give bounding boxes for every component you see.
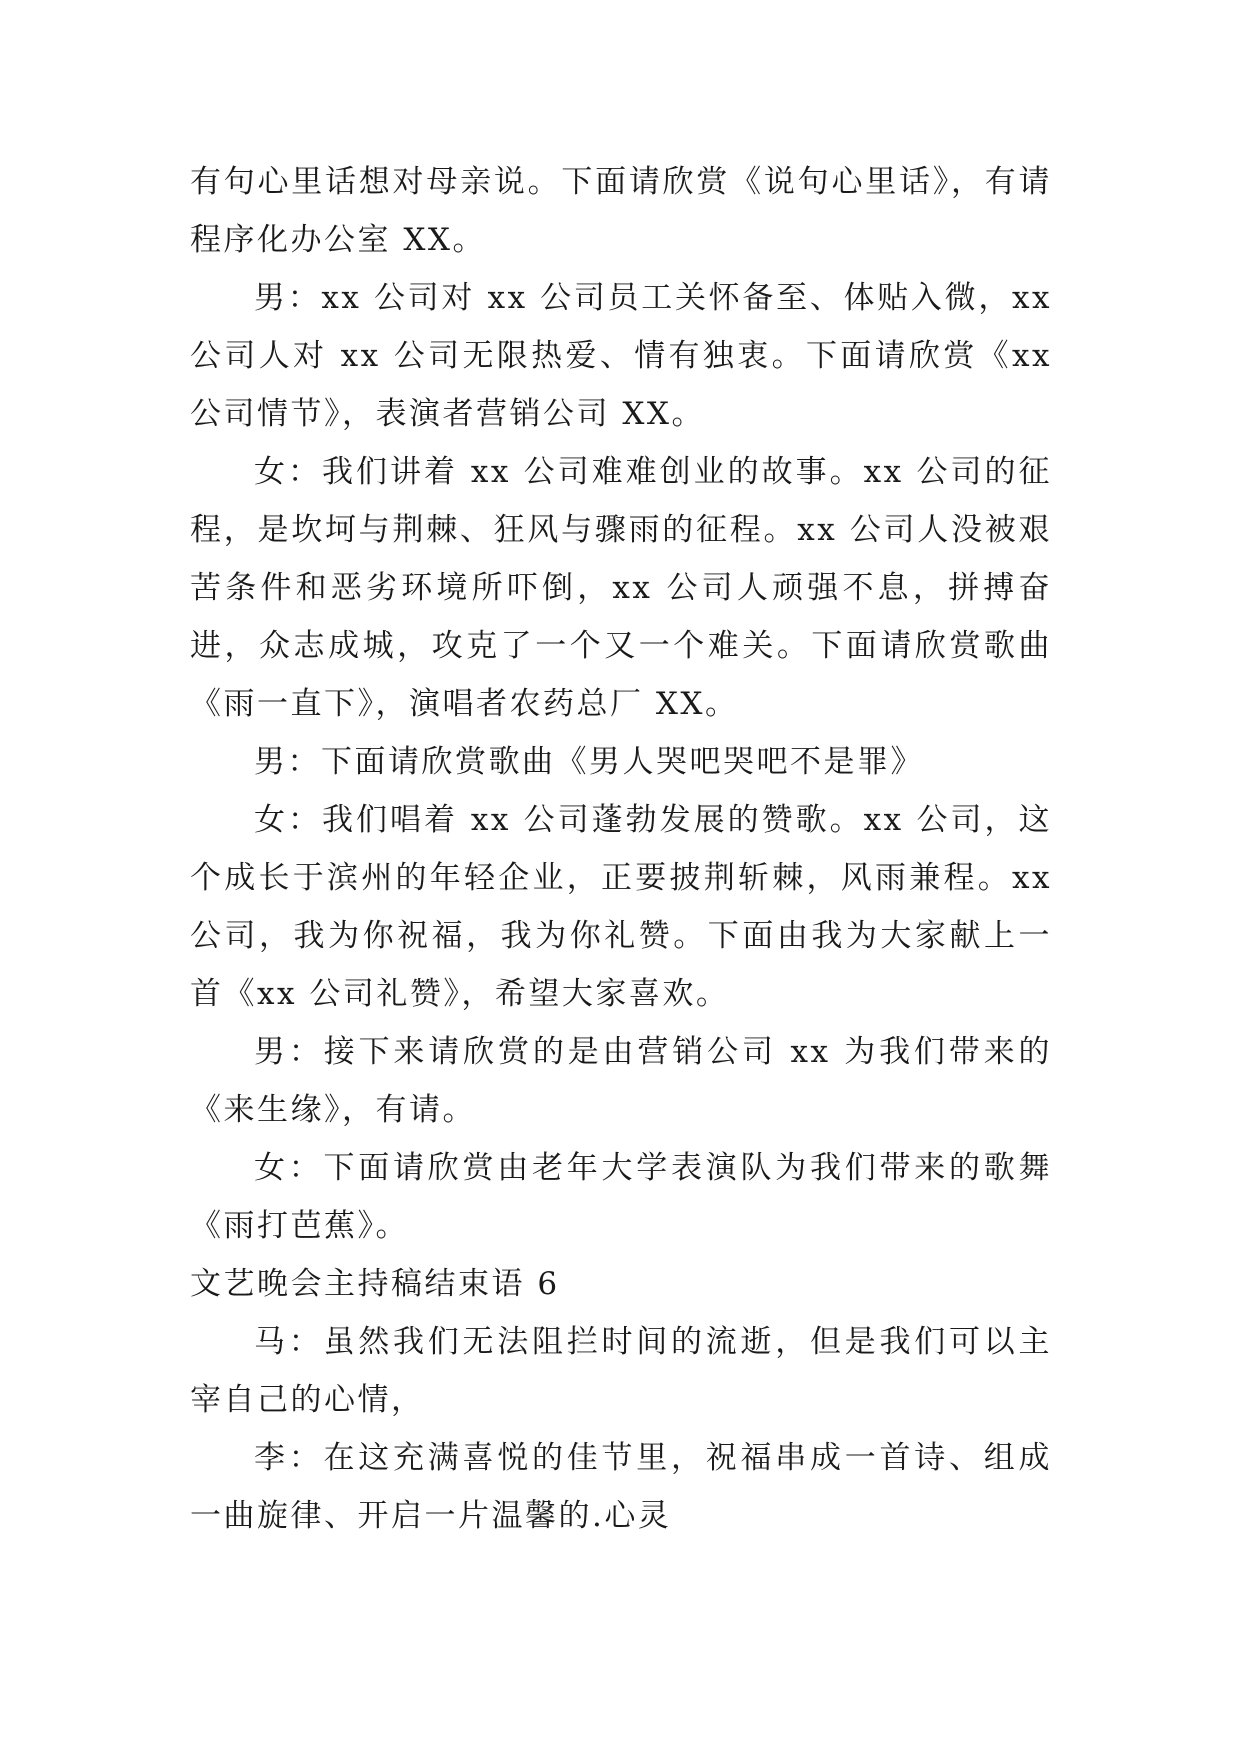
paragraph-3: 女：我们讲着 xx 公司难难创业的故事。xx 公司的征程，是坎坷与荆棘、狂风与骤雨的征程。xx 公司人没被艰苦条件和恶劣环境所吓倒，xx 公司人顽强不息，拼搏奋进，众志成城，攻克了一个又一个难关。下面请欣赏歌曲《雨一直下》，演唱者农药总厂 XX。	[190, 454, 1052, 722]
closing-paragraph-1: 马：虽然我们无法阻拦时间的流逝，但是我们可以主宰自己的心情，	[190, 1324, 1052, 1418]
paragraph-5: 女：我们唱着 xx 公司蓬勃发展的赞歌。xx 公司，这个成长于滨州的年轻企业，正要披荆斩棘，风雨兼程。xx 公司，我为你祝福，我为你礼赞。下面由我为大家献上一首《xx 公司礼赞》，希望大家喜欢。	[190, 802, 1052, 1012]
paragraph-6: 男：接下来请欣赏的是由营销公司 xx 为我们带来的《来生缘》，有请。	[190, 1034, 1052, 1128]
closing-paragraph-2: 李：在这充满喜悦的佳节里，祝福串成一首诗、组成一曲旋律、开启一片温馨的.心灵	[190, 1440, 1052, 1534]
paragraph-1: 有句心里话想对母亲说。下面请欣赏《说句心里话》，有请程序化办公室 XX。	[190, 164, 1052, 258]
paragraph-7: 女：下面请欣赏由老年大学表演队为我们带来的歌舞《雨打芭蕉》。	[190, 1150, 1052, 1244]
paragraph-4: 男：下面请欣赏歌曲《男人哭吧哭吧不是罪》	[254, 744, 924, 780]
paragraph-2: 男：xx 公司对 xx 公司员工关怀备至、体贴入微，xx 公司人对 xx 公司无限热爱、情有独衷。下面请欣赏《xx 公司情节》，表演者营销公司 XX。	[190, 280, 1052, 432]
document-body	[190, 153, 1052, 1545]
section-heading: 文艺晚会主持稿结束语 6	[190, 1266, 560, 1302]
